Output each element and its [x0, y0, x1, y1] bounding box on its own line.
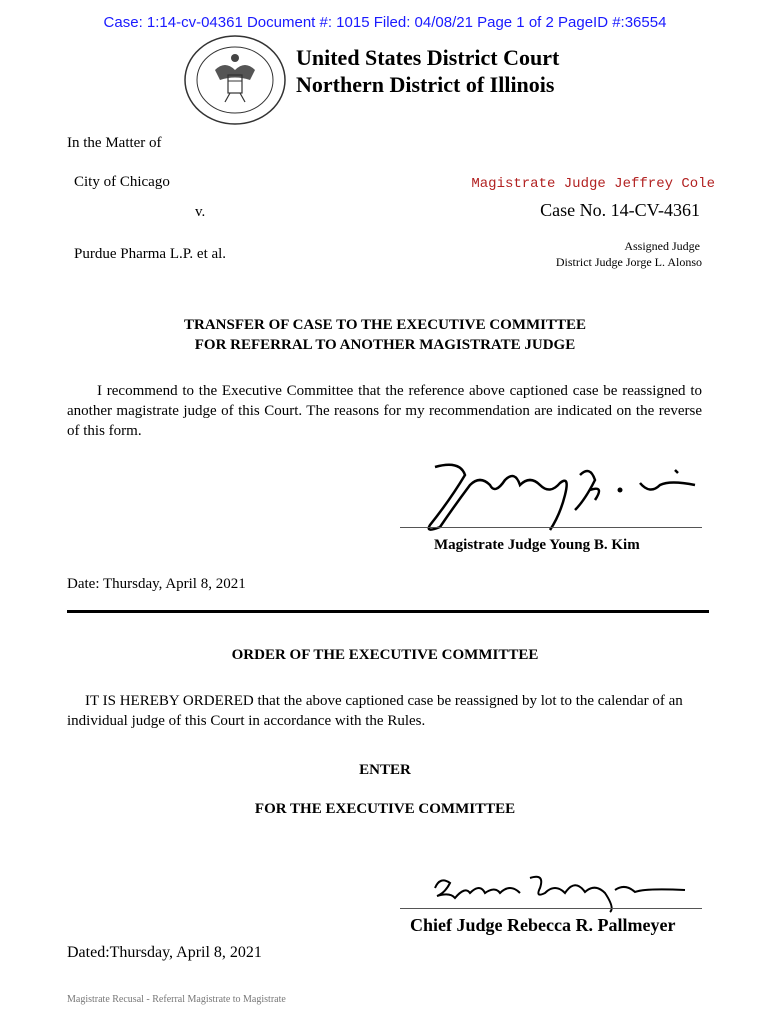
- transfer-heading-1: TRANSFER OF CASE TO THE EXECUTIVE COMMITTEE: [183, 317, 587, 333]
- matter-intro: In the Matter of: [67, 135, 162, 151]
- court-name-line2: Northern District of Illinois: [296, 72, 555, 97]
- plaintiff: City of Chicago: [74, 174, 170, 190]
- section-divider: [67, 610, 709, 613]
- case-number: Case No. 14-CV-4361: [540, 200, 700, 220]
- magistrate-stamp: Magistrate Judge Jeffrey Cole: [471, 176, 715, 192]
- court-seal-icon: [180, 30, 290, 125]
- kim-signature-line: [400, 527, 702, 528]
- assigned-label: Assigned Judge: [624, 239, 700, 253]
- docket-stamp: Case: 1:14-cv-04361 Document #: 1015 Filed: 04/08/21 Page 1 of 2 PageID #:36554: [103, 14, 667, 31]
- court-name-line1: United States District Court: [296, 45, 560, 70]
- transfer-body: I recommend to the Executive Committee that the reference above captioned case be reassigned to another magistrate judge of this Court. The reasons for my recommendation are indicated on the reverse of this form.: [67, 383, 702, 439]
- order-body: IT IS HEREBY ORDERED that the above captioned case be reassigned by lot to the calendar of an individual judge of this Court in accordance with the Rules.: [67, 693, 683, 729]
- order-date: Dated:Thursday, April 8, 2021: [67, 944, 262, 961]
- form-footer: Magistrate Recusal - Referral Magistrate to Magistrate: [67, 994, 286, 1005]
- enter-label: ENTER: [359, 762, 411, 778]
- pallmeyer-signature-icon: [425, 868, 690, 913]
- assigned-judge: District Judge Jorge L. Alonso: [555, 255, 702, 269]
- kim-signer: Magistrate Judge Young B. Kim: [434, 537, 640, 553]
- versus: v.: [195, 204, 206, 220]
- transfer-heading-2: FOR REFERRAL TO ANOTHER MAGISTRATE JUDGE: [194, 337, 576, 353]
- transfer-date: Date: Thursday, April 8, 2021: [67, 576, 246, 592]
- pallmeyer-signature-line: [400, 908, 702, 909]
- order-heading: ORDER OF THE EXECUTIVE COMMITTEE: [231, 647, 539, 663]
- pallmeyer-signer: Chief Judge Rebecca R. Pallmeyer: [410, 915, 676, 935]
- defendant: Purdue Pharma L.P. et al.: [74, 246, 227, 262]
- kim-signature-icon: [420, 455, 700, 535]
- for-committee-label: FOR THE EXECUTIVE COMMITTEE: [254, 801, 516, 817]
